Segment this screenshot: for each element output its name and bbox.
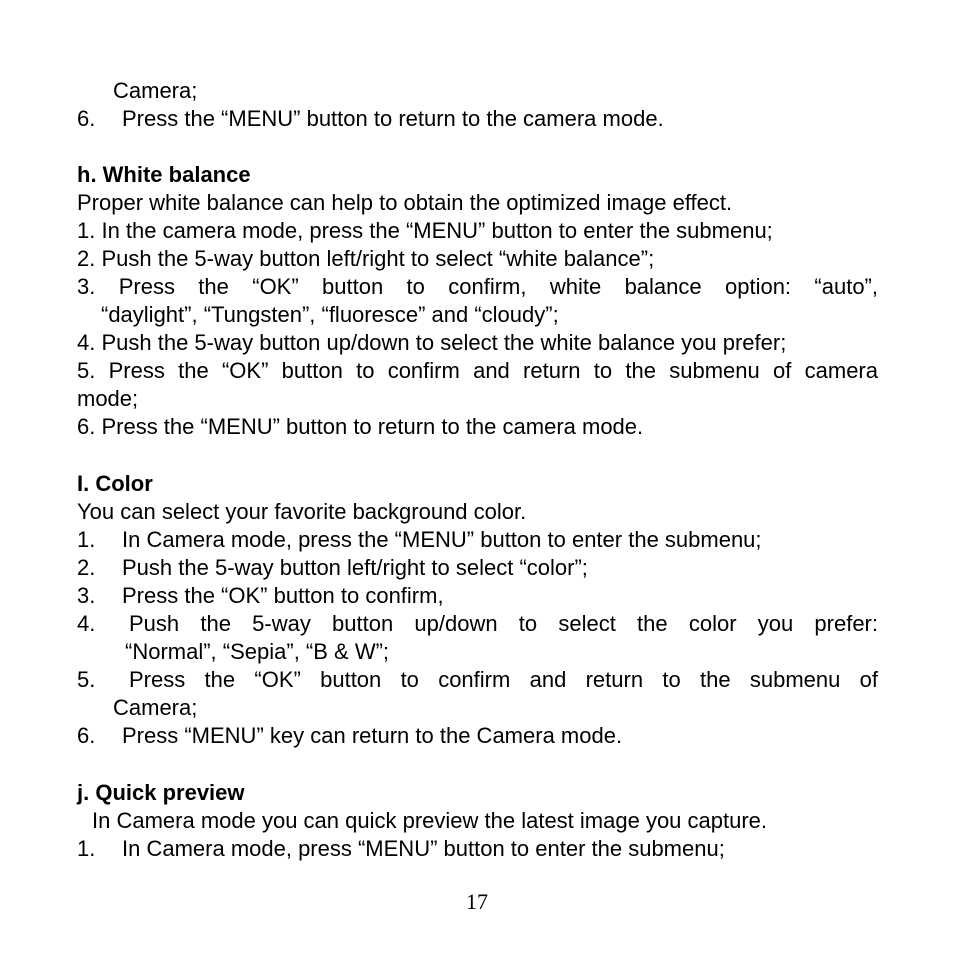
section-heading-quick-preview: j. Quick preview (77, 780, 245, 805)
list-item: 6. Press the “MENU” button to return to the camera mode. (77, 414, 644, 439)
list-item-text: Press the “OK” button to confirm, (122, 583, 444, 608)
list-item-continuation: “daylight”, “Tungsten”, “fluoresce” and “cloudy”; (101, 302, 559, 327)
section-heading-white-balance: h. White balance (77, 162, 251, 187)
section-intro: In Camera mode you can quick preview the latest image you capture. (92, 808, 768, 833)
list-item: 5. Press the “OK” button to confirm and return to the submenu of camera (77, 358, 878, 383)
list-item-text: Press the “MENU” button to return to the camera mode. (122, 106, 664, 131)
list-item-continuation: Camera; (113, 695, 198, 720)
list-number: 3. (77, 583, 96, 608)
list-item-text: Push the 5-way button left/right to select “color”; (122, 555, 588, 580)
list-item: 4. Push the 5-way button up/down to select the white balance you prefer; (77, 330, 787, 355)
section-intro: Proper white balance can help to obtain the optimized image effect. (77, 190, 733, 215)
list-item-text: Push the 5-way button up/down to select the color you prefer: (129, 611, 878, 636)
page-number: 17 (466, 889, 488, 914)
list-number: 1. (77, 527, 96, 552)
list-item: 1. In the camera mode, press the “MENU” button to enter the submenu; (77, 218, 773, 243)
list-item-continuation: Camera; (113, 78, 198, 103)
list-number: 2. (77, 555, 96, 580)
list-item-text: Press the “OK” button to confirm and return to the submenu of (129, 667, 878, 692)
list-number: 1. (77, 836, 96, 861)
section-intro: You can select your favorite background color. (77, 499, 527, 524)
list-item: 3. Press the “OK” button to confirm, white balance option: “auto”, (77, 274, 878, 299)
list-number: 5. (77, 667, 96, 692)
list-item-text: In Camera mode, press “MENU” button to enter the submenu; (122, 836, 725, 861)
list-number: 6. (77, 723, 96, 748)
list-item-text: In Camera mode, press the “MENU” button to enter the submenu; (122, 527, 762, 552)
list-item-continuation: “Normal”, “Sepia”, “B & W”; (125, 639, 390, 664)
list-number: 4. (77, 611, 96, 636)
section-heading-color: I. Color (77, 471, 153, 496)
list-number: 6. (77, 106, 96, 131)
list-item-continuation: mode; (77, 386, 139, 411)
list-item-text: Press “MENU” key can return to the Camera mode. (122, 723, 623, 748)
list-item: 2. Push the 5-way button left/right to select “white balance”; (77, 246, 655, 271)
